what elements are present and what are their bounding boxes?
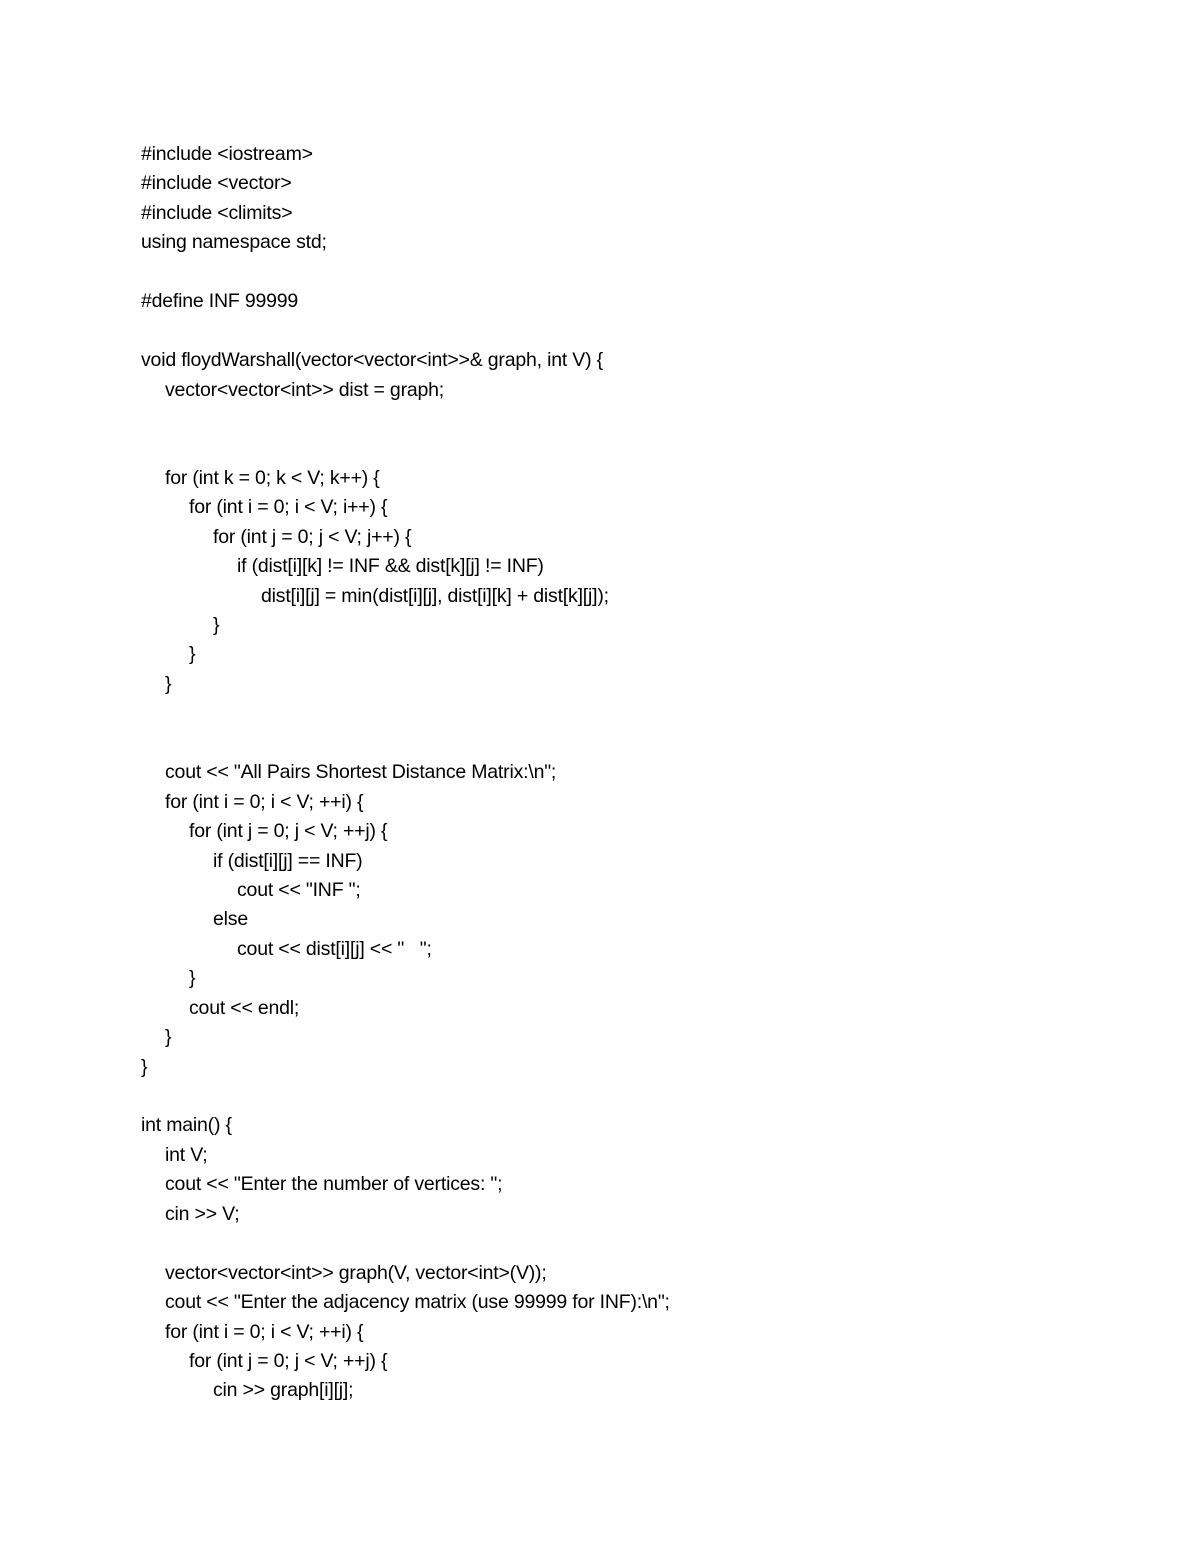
- code-line: #include <climits>: [141, 201, 293, 224]
- code-line: using namespace std;: [141, 231, 327, 254]
- code-line: cin >> graph[i][j];: [213, 1379, 354, 1402]
- code-line: cin >> V;: [165, 1202, 240, 1225]
- code-line: for (int j = 0; j < V; j++) {: [213, 525, 412, 548]
- code-line: dist[i][j] = min(dist[i][j], dist[i][k] + dist[k][j]);: [261, 584, 609, 607]
- code-line: }: [165, 672, 172, 695]
- code-line: if (dist[i][k] != INF && dist[k][j] != INF): [237, 555, 544, 578]
- code-line: for (int k = 0; k < V; k++) {: [165, 466, 380, 489]
- code-line: vector<vector<int>> graph(V, vector<int>(V));: [165, 1261, 547, 1284]
- code-line: void floydWarshall(vector<vector<int>>& graph, int V) {: [141, 349, 603, 372]
- code-line: cout << "INF ";: [237, 878, 361, 901]
- code-line: }: [141, 1055, 148, 1078]
- code-line: else: [213, 908, 248, 931]
- code-line: int main() {: [141, 1114, 232, 1137]
- code-line: for (int j = 0; j < V; ++j) {: [189, 1349, 388, 1372]
- code-line: for (int i = 0; i < V; ++i) {: [165, 1320, 364, 1343]
- code-line: int V;: [165, 1143, 208, 1166]
- code-line: for (int i = 0; i < V; i++) {: [189, 496, 388, 519]
- blank-line: [141, 699, 1141, 728]
- blank-line: [141, 1229, 1141, 1258]
- code-line: vector<vector<int>> dist = graph;: [165, 378, 445, 401]
- code-line: #include <vector>: [141, 172, 292, 195]
- blank-line: [141, 317, 1141, 346]
- blank-line: [141, 405, 1141, 434]
- code-line: #define INF 99999: [141, 290, 299, 313]
- code-line: }: [189, 643, 196, 666]
- code-line: cout << endl;: [189, 996, 300, 1019]
- blank-line: [141, 729, 1141, 758]
- blank-line: [141, 258, 1141, 287]
- code-line: #include <iostream>: [141, 143, 313, 165]
- code-line: if (dist[i][j] == INF): [213, 849, 363, 872]
- code-line: for (int i = 0; i < V; ++i) {: [165, 790, 364, 813]
- code-line: }: [165, 1026, 172, 1049]
- code-listing: [141, 140, 1141, 1406]
- blank-line: [141, 434, 1141, 463]
- code-line: cout << "All Pairs Shortest Distance Matrix:\n";: [165, 761, 557, 784]
- code-line: cout << dist[i][j] << " ";: [237, 937, 432, 960]
- code-line: }: [213, 614, 220, 636]
- blank-line: [141, 1082, 1141, 1111]
- code-line: cout << "Enter the adjacency matrix (use 99999 for INF):\n";: [165, 1291, 670, 1314]
- code-line: }: [189, 967, 196, 990]
- code-line: cout << "Enter the number of vertices: ";: [165, 1173, 503, 1196]
- code-line: for (int j = 0; j < V; ++j) {: [189, 820, 388, 843]
